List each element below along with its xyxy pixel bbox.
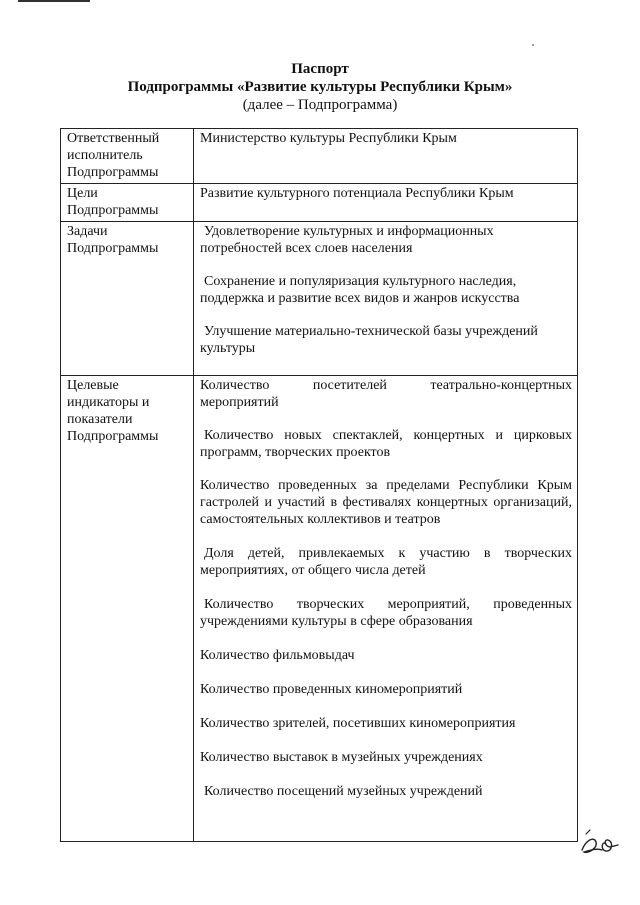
- indicators-label: Целевые индикаторы и показатели Подпрограммы: [61, 376, 194, 842]
- indicator-item: Количество проведенных киномероприятий: [200, 682, 463, 697]
- tasks-label: Задачи Подпрограммы: [61, 222, 194, 376]
- responsible-value-text: Министерство культуры Республики Крым: [200, 131, 457, 146]
- task-item: Удовлетворение культурных и информационных потребностей всех слоев населения: [200, 224, 494, 256]
- task-item: Улучшение материально-технической базы учреждений культуры: [200, 324, 538, 356]
- indicator-item: Количество новых спектаклей, концертных и цирковых программ, творческих проектов: [200, 428, 572, 460]
- document-abbreviation-note: (далее – Подпрограмма): [242, 97, 398, 113]
- document-header: [0, 60, 640, 114]
- document-title: Паспорт: [291, 61, 349, 77]
- indicator-item: Количество зрителей, посетивших киномероприятия: [200, 716, 516, 731]
- indicator-item: Количество выставок в музейных учреждениях: [200, 750, 483, 765]
- indicator-item: Количество посетителей театрально-концертных мероприятий: [200, 378, 572, 410]
- indicator-item: Доля детей, привлекаемых к участию в творческих мероприятиях, от общего числа детей: [200, 546, 572, 578]
- scan-edge-mark: [18, 0, 90, 2]
- indicator-item: Количество посещений музейных учреждений: [204, 784, 483, 799]
- responsible-label: Ответственный исполнитель Подпрограммы: [61, 129, 194, 184]
- indicator-item: Количество творческих мероприятий, проведенных учреждениями культуры в сфере образования: [200, 597, 572, 629]
- handwritten-page-mark: [576, 820, 624, 860]
- tasks-value: [194, 222, 578, 376]
- task-item: Сохранение и популяризация культурного наследия, поддержка и развитие всех видов и жанров искусства: [200, 274, 520, 306]
- goals-value-text: Развитие культурного потенциала Республики Крым: [200, 186, 514, 201]
- table-row-indicators: [61, 376, 578, 842]
- indicators-value: [194, 376, 578, 842]
- responsible-value: [194, 129, 578, 184]
- passport-table: [60, 128, 578, 842]
- indicator-item: Количество фильмовыдач: [200, 648, 355, 663]
- table-row-tasks: [61, 222, 578, 376]
- goals-value: [194, 184, 578, 222]
- goals-label: Цели Подпрограммы: [61, 184, 194, 222]
- indicator-item: Количество проведенных за пределами Республики Крым гастролей и участий в фестивалях концертных организаций, самостоятельных коллективов и театров: [200, 478, 572, 527]
- table-row-responsible: [61, 129, 578, 184]
- scan-dust-mark: [532, 44, 534, 46]
- document-subtitle: Подпрограммы «Развитие культуры Республики Крым»: [127, 79, 513, 95]
- table-row-goals: [61, 184, 578, 222]
